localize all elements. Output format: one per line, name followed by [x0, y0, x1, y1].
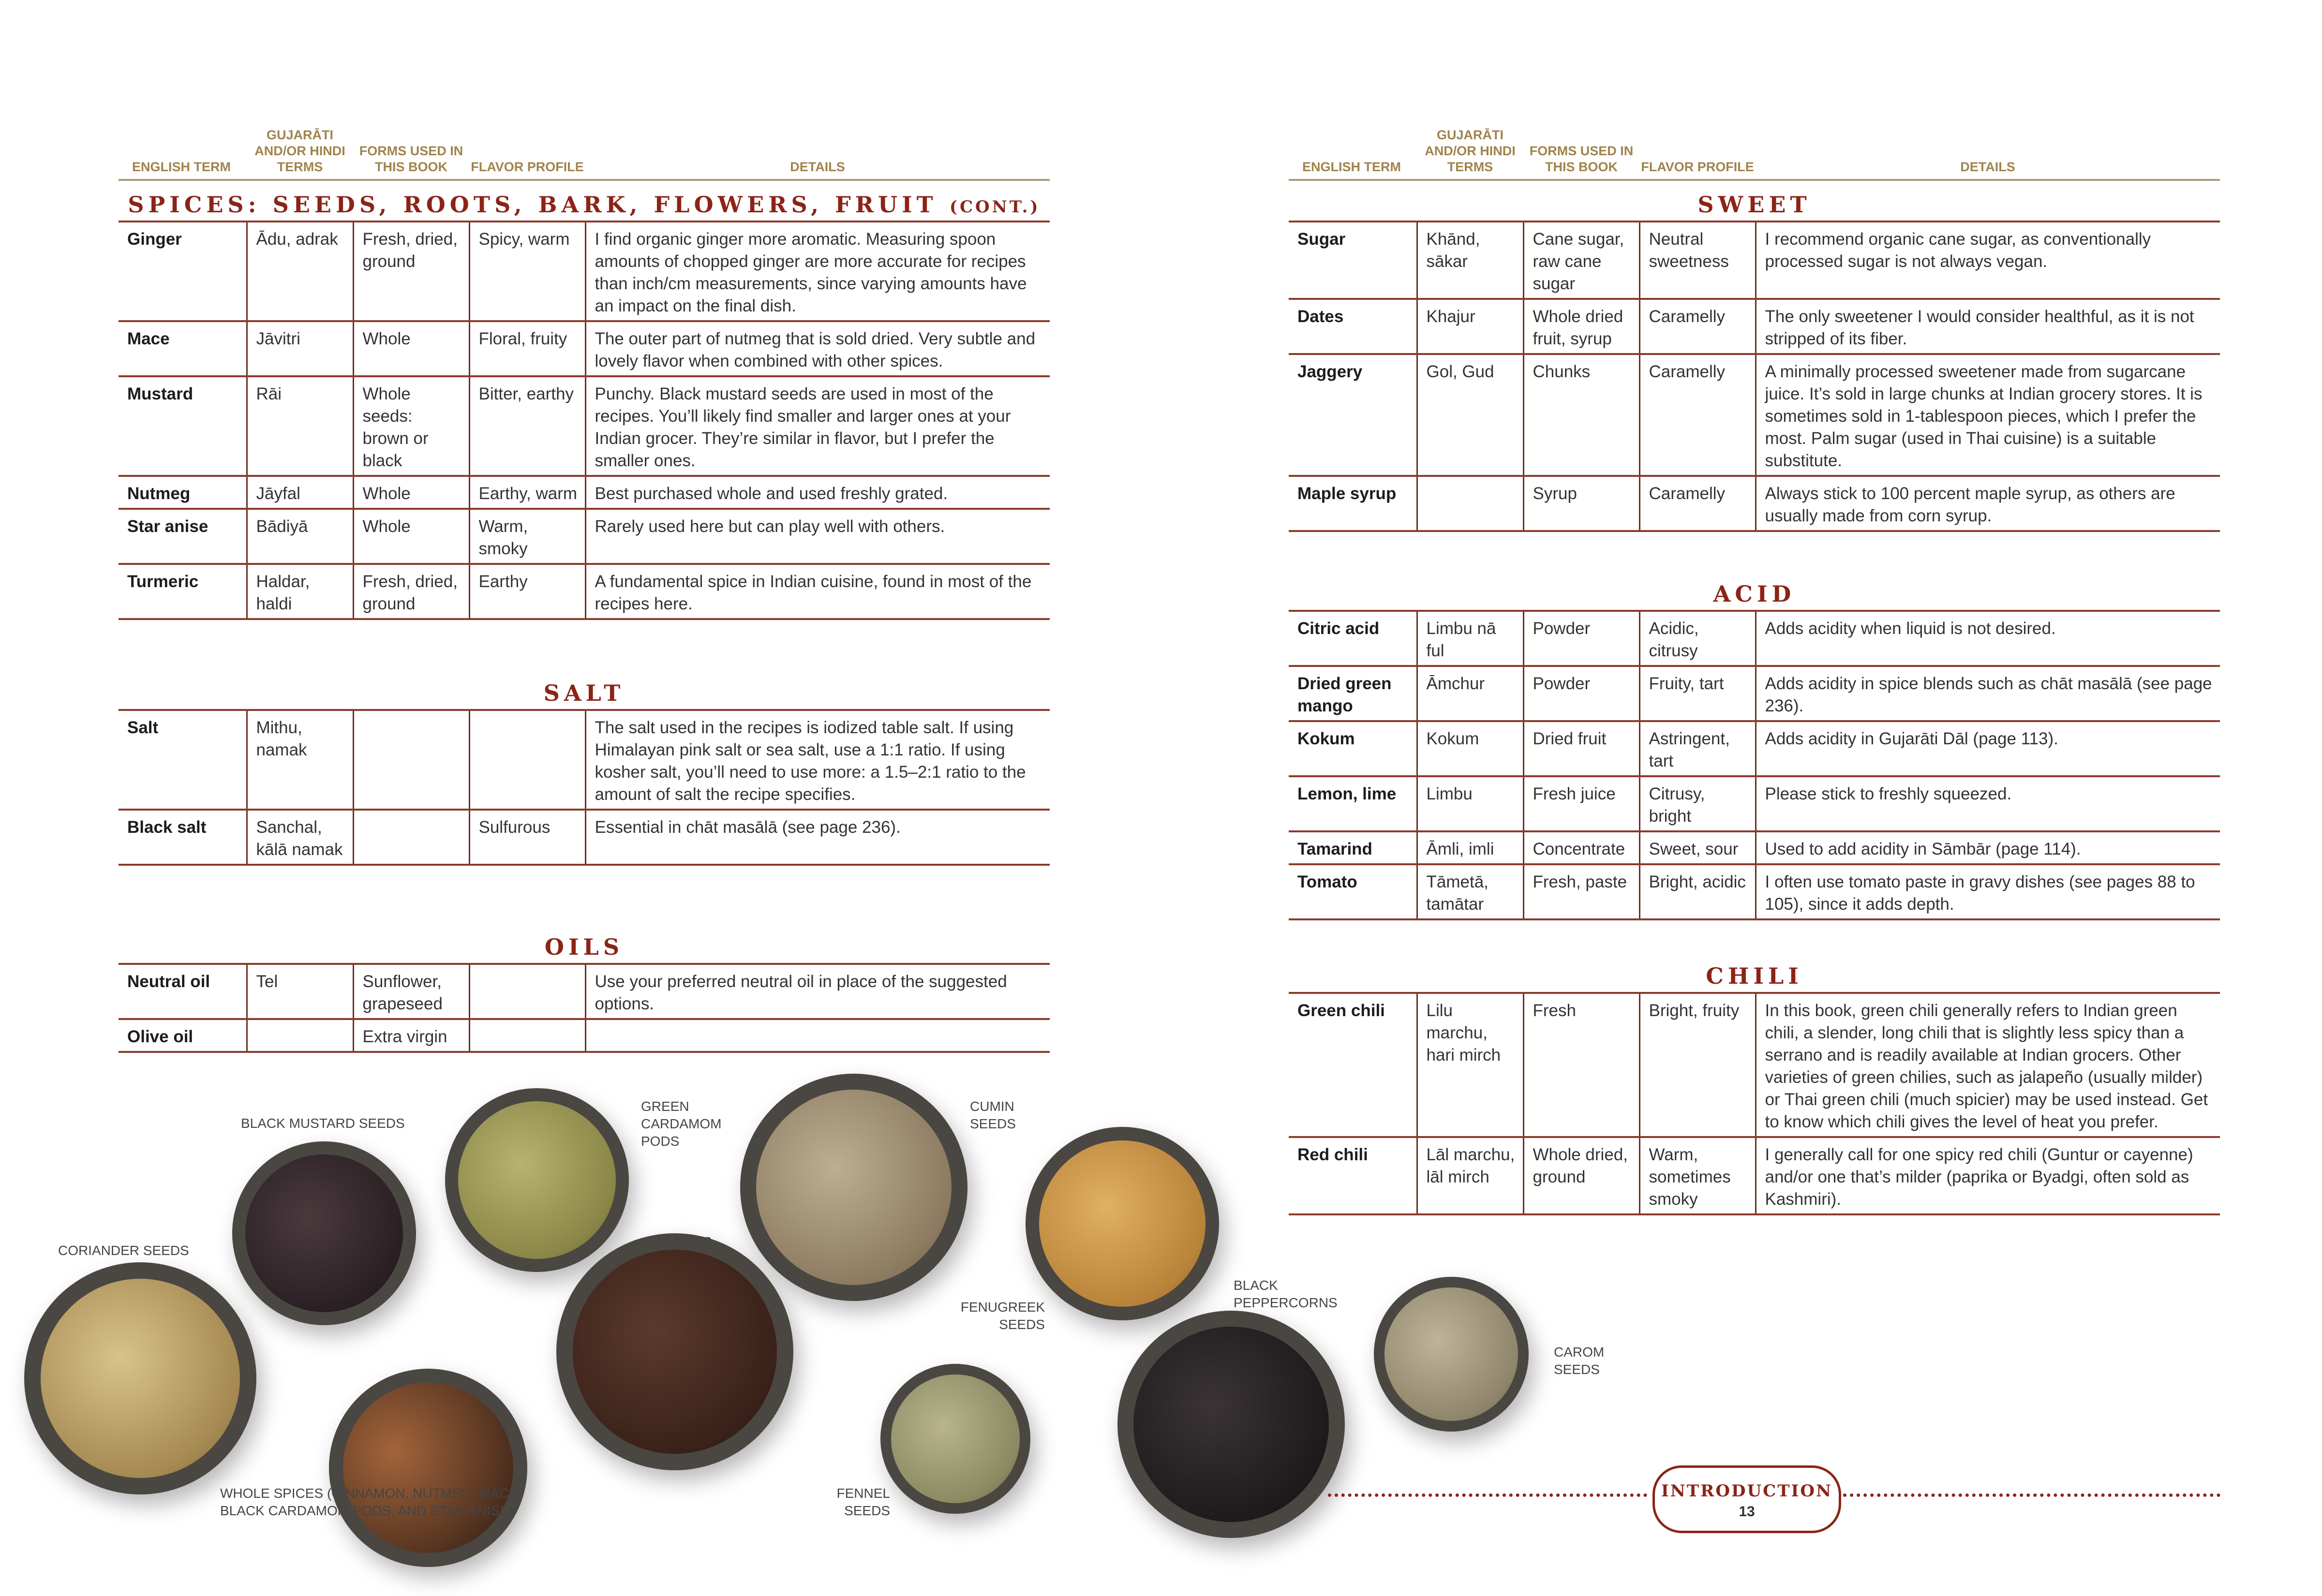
forms-used-cell: Fresh, dried, ground: [353, 222, 469, 321]
flavor-profile-cell: Earthy, warm: [469, 476, 585, 509]
english-term-cell: Turmeric: [119, 564, 247, 619]
gujarati-terms-cell: [247, 1019, 353, 1052]
forms-used-cell: Powder: [1523, 611, 1639, 666]
english-term-cell: Tamarind: [1289, 831, 1417, 864]
green-cardamom-pods-bowl: [445, 1088, 629, 1272]
details-cell: A fundamental spice in Indian cuisine, found in most of the recipes here.: [585, 564, 1050, 619]
english-term-cell: Nutmeg: [119, 476, 247, 509]
details-cell: I often use tomato paste in gravy dishes (see pages 88 to 105), since it adds depth.: [1756, 864, 2220, 919]
table-row: [119, 964, 1050, 1019]
flavor-profile-cell: Bright, fruity: [1639, 993, 1756, 1137]
flavor-profile-cell: Caramelly: [1639, 354, 1756, 476]
gujarati-terms-cell: Mithu, namak: [247, 710, 353, 810]
gujarati-terms-cell: [1417, 476, 1523, 531]
english-term-cell: Lemon, lime: [1289, 776, 1417, 831]
table-row: [119, 509, 1050, 564]
salt-section: [119, 677, 1050, 866]
ingredient-table: [1289, 992, 2220, 1215]
details-cell: The salt used in the recipes is iodized table salt. If using Himalayan pink salt or sea salt, use a 1:1 ratio. If using kosher salt, you’ll need to use more: a 1.5–2:1 ratio to the amount of salt the recipe specifies.: [585, 710, 1050, 810]
label-cloves: CLOVES: [657, 1234, 712, 1249]
table-row: [119, 376, 1050, 476]
header-forms-used: FORMS USED IN THIS BOOK: [359, 144, 463, 174]
details-cell: A minimally processed sweetener made from sugarcane juice. It’s sold in large chunks at Indian grocery stores. It is sometimes sold in 1-tablespoon pieces, which I prefer the most. Palm sugar (used in Thai cuisine) is a suitable substitute.: [1756, 354, 2220, 476]
english-term-cell: Green chili: [1289, 993, 1417, 1137]
oils-section: [119, 931, 1050, 1053]
table-row: [1289, 993, 2220, 1137]
forms-used-cell: Dried fruit: [1523, 721, 1639, 776]
flavor-profile-cell: Warm, sometimes smoky: [1639, 1137, 1756, 1214]
carom-seeds-bowl: [1374, 1277, 1529, 1432]
forms-used-cell: Whole seeds: brown or black: [353, 376, 469, 476]
black-mustard-seeds-bowl: [232, 1141, 416, 1325]
details-cell: Adds acidity in spice blends such as chāt masālā (see page 236).: [1756, 666, 2220, 721]
label-green-cardamom-pods: GREEN CARDAMOM PODS: [641, 1099, 722, 1149]
english-term-cell: Red chili: [1289, 1137, 1417, 1214]
gujarati-terms-cell: Āmchur: [1417, 666, 1523, 721]
table-row: [1289, 222, 2220, 299]
flavor-profile-cell: Bright, acidic: [1639, 864, 1756, 919]
english-term-cell: Tomato: [1289, 864, 1417, 919]
english-term-cell: Citric acid: [1289, 611, 1417, 666]
label-whole-spices: WHOLE SPICES (CINNAMON, NUTMEG, MACE, BLACK CARDAMOM PODS, AND STAR ANISE): [220, 1486, 522, 1518]
coriander-seeds-bowl: [24, 1262, 256, 1494]
details-cell: Used to add acidity in Sāmbār (page 114).: [1756, 831, 2220, 864]
gujarati-terms-cell: Haldar, haldi: [247, 564, 353, 619]
table-row: [119, 321, 1050, 376]
label-carom-seeds: CAROM SEEDS: [1554, 1345, 1605, 1377]
acid-section: [1289, 578, 2220, 920]
flavor-profile-cell: Acidic, citrusy: [1639, 611, 1756, 666]
header-details: DETAILS: [790, 160, 845, 174]
gujarati-terms-cell: Gol, Gud: [1417, 354, 1523, 476]
english-term-cell: Salt: [119, 710, 247, 810]
table-row: [1289, 721, 2220, 776]
details-cell: Adds acidity when liquid is not desired.: [1756, 611, 2220, 666]
forms-used-cell: Extra virgin: [353, 1019, 469, 1052]
details-cell: The only sweetener I would consider healthful, as it is not stripped of its fiber.: [1756, 299, 2220, 354]
flavor-profile-cell: Earthy: [469, 564, 585, 619]
footer-dotted-rule-left: [1328, 1493, 1647, 1497]
ingredient-table: [119, 963, 1050, 1053]
gujarati-terms-cell: Tāmetā, tamātar: [1417, 864, 1523, 919]
table-row: [119, 810, 1050, 865]
forms-used-cell: Whole: [353, 476, 469, 509]
details-cell: I find organic ginger more aromatic. Measuring spoon amounts of chopped ginger are more accurate for recipes than inch/cm measurements, since varying amounts have an impact on the final dish.: [585, 222, 1050, 321]
gujarati-terms-cell: Jāyfal: [247, 476, 353, 509]
gujarati-terms-cell: Lilu marchu, hari mirch: [1417, 993, 1523, 1137]
label-fenugreek-seeds: FENUGREEK SEEDS: [960, 1300, 1045, 1332]
details-cell: Punchy. Black mustard seeds are used in most of the recipes. You’ll likely find smaller and larger ones at your Indian grocer. They’re similar in flavor, but I prefer the smaller ones.: [585, 376, 1050, 476]
table-row: [1289, 666, 2220, 721]
label-coriander-seeds: CORIANDER SEEDS: [58, 1243, 189, 1258]
forms-used-cell: Chunks: [1523, 354, 1639, 476]
table-row: [1289, 864, 2220, 919]
english-term-cell: Neutral oil: [119, 964, 247, 1019]
sweet-section: [1289, 189, 2220, 532]
english-term-cell: Maple syrup: [1289, 476, 1417, 531]
english-term-cell: Black salt: [119, 810, 247, 865]
forms-used-cell: Fresh, dried, ground: [353, 564, 469, 619]
table-row: [119, 1019, 1050, 1052]
section-title: OILS: [544, 934, 624, 960]
forms-used-cell: Sunflower, grapeseed: [353, 964, 469, 1019]
forms-used-cell: Cane sugar, raw cane sugar: [1523, 222, 1639, 299]
table-row: [119, 222, 1050, 321]
details-cell: Always stick to 100 percent maple syrup, as others are usually made from corn syrup.: [1756, 476, 2220, 531]
gujarati-terms-cell: Tel: [247, 964, 353, 1019]
table-row: [119, 710, 1050, 810]
flavor-profile-cell: Caramelly: [1639, 476, 1756, 531]
flavor-profile-cell: Fruity, tart: [1639, 666, 1756, 721]
ingredient-table: [1289, 610, 2220, 920]
forms-used-cell: Whole: [353, 509, 469, 564]
flavor-profile-cell: [469, 964, 585, 1019]
section-title: SPICES: SEEDS, ROOTS, BARK, FLOWERS, FRUIT (CONT.): [128, 192, 1041, 218]
details-cell: Best purchased whole and used freshly grated.: [585, 476, 1050, 509]
table-row: [1289, 476, 2220, 531]
details-cell: Adds acidity in Gujarāti Dāl (page 113).: [1756, 721, 2220, 776]
flavor-profile-cell: Astringent, tart: [1639, 721, 1756, 776]
whole-spices-bowl: [329, 1369, 527, 1567]
footer-dotted-rule-right: [1843, 1493, 2220, 1497]
forms-used-cell: Whole: [353, 321, 469, 376]
header-details: DETAILS: [1960, 160, 2015, 174]
chili-section: [1289, 960, 2220, 1215]
section-title: SALT: [543, 680, 625, 706]
table-row: [119, 476, 1050, 509]
forms-used-cell: [353, 810, 469, 865]
column-header: [119, 116, 1050, 181]
gujarati-terms-cell: Jāvitri: [247, 321, 353, 376]
footer-section-title: INTRODUCTION: [1661, 1481, 1833, 1501]
forms-used-cell: Syrup: [1523, 476, 1639, 531]
gujarati-terms-cell: Sanchal, kālā namak: [247, 810, 353, 865]
ingredient-table: [119, 221, 1050, 620]
cloves-bowl: [556, 1233, 793, 1470]
column-header: [1289, 116, 2220, 181]
details-cell: I generally call for one spicy red chili (Guntur or cayenne) and/or one that’s milder (paprika or Byadgi, often sold as Kashmiri).: [1756, 1137, 2220, 1214]
gujarati-terms-cell: Limbu: [1417, 776, 1523, 831]
english-term-cell: Dates: [1289, 299, 1417, 354]
flavor-profile-cell: [469, 710, 585, 810]
forms-used-cell: Fresh: [1523, 993, 1639, 1137]
header-forms-used: FORMS USED IN THIS BOOK: [1529, 144, 1634, 174]
gujarati-terms-cell: Ādu, adrak: [247, 222, 353, 321]
footer-badge: [1652, 1465, 1841, 1533]
fennel-seeds-bowl: [880, 1364, 1030, 1514]
flavor-profile-cell: Sweet, sour: [1639, 831, 1756, 864]
gujarati-terms-cell: Lāl marchu, lāl mirch: [1417, 1137, 1523, 1214]
flavor-profile-cell: Sulfurous: [469, 810, 585, 865]
table-row: [1289, 354, 2220, 476]
label-cumin-seeds: CUMIN SEEDS: [970, 1099, 1016, 1131]
details-cell: Essential in chāt masālā (see page 236).: [585, 810, 1050, 865]
gujarati-terms-cell: Limbu nā ful: [1417, 611, 1523, 666]
table-row: [1289, 1137, 2220, 1214]
section-title: SWEET: [1697, 192, 1811, 218]
gujarati-terms-cell: Āmli, imli: [1417, 831, 1523, 864]
english-term-cell: Olive oil: [119, 1019, 247, 1052]
flavor-profile-cell: Neutral sweetness: [1639, 222, 1756, 299]
details-cell: Please stick to freshly squeezed.: [1756, 776, 2220, 831]
english-term-cell: Mace: [119, 321, 247, 376]
table-row: [1289, 611, 2220, 666]
gujarati-terms-cell: Rāi: [247, 376, 353, 476]
forms-used-cell: [353, 710, 469, 810]
english-term-cell: Kokum: [1289, 721, 1417, 776]
forms-used-cell: Fresh juice: [1523, 776, 1639, 831]
english-term-cell: Mustard: [119, 376, 247, 476]
header-english-term: ENGLISH TERM: [1302, 160, 1401, 174]
header-flavor-profile: FLAVOR PROFILE: [471, 160, 584, 174]
table-row: [119, 564, 1050, 619]
table-row: [1289, 299, 2220, 354]
details-cell: [585, 1019, 1050, 1052]
label-black-peppercorns: BLACK PEPPERCORNS: [1234, 1278, 1338, 1310]
english-term-cell: Star anise: [119, 509, 247, 564]
flavor-profile-cell: Warm, smoky: [469, 509, 585, 564]
gujarati-terms-cell: Kokum: [1417, 721, 1523, 776]
section-title: CHILI: [1706, 963, 1803, 989]
gujarati-terms-cell: Khānd, sākar: [1417, 222, 1523, 299]
header-flavor-profile: FLAVOR PROFILE: [1641, 160, 1754, 174]
flavor-profile-cell: [469, 1019, 585, 1052]
table-row: [1289, 831, 2220, 864]
forms-used-cell: Powder: [1523, 666, 1639, 721]
details-cell: Rarely used here but can play well with others.: [585, 509, 1050, 564]
section-title: ACID: [1713, 581, 1796, 607]
header-gujarati-terms: GUJARĀTI AND/OR HINDI TERMS: [254, 128, 345, 174]
forms-used-cell: Whole dried, ground: [1523, 1137, 1639, 1214]
spices-section: [119, 189, 1050, 620]
english-term-cell: Sugar: [1289, 222, 1417, 299]
label-fennel-seeds: FENNEL SEEDS: [836, 1486, 890, 1518]
forms-used-cell: Whole dried fruit, syrup: [1523, 299, 1639, 354]
forms-used-cell: Fresh, paste: [1523, 864, 1639, 919]
black-peppercorns-bowl: [1117, 1311, 1345, 1538]
details-cell: Use your preferred neutral oil in place of the suggested options.: [585, 964, 1050, 1019]
english-term-cell: Ginger: [119, 222, 247, 321]
ingredient-table: [119, 709, 1050, 866]
header-gujarati-terms: GUJARĀTI AND/OR HINDI TERMS: [1425, 128, 1516, 174]
cumin-seeds-bowl: [740, 1074, 968, 1301]
forms-used-cell: Concentrate: [1523, 831, 1639, 864]
table-row: [1289, 776, 2220, 831]
page-number: 13: [1739, 1504, 1755, 1520]
gujarati-terms-cell: Bādiyā: [247, 509, 353, 564]
flavor-profile-cell: Citrusy, bright: [1639, 776, 1756, 831]
label-black-mustard-seeds: BLACK MUSTARD SEEDS: [241, 1116, 405, 1131]
gujarati-terms-cell: Khajur: [1417, 299, 1523, 354]
flavor-profile-cell: Spicy, warm: [469, 222, 585, 321]
flavor-profile-cell: Floral, fruity: [469, 321, 585, 376]
english-term-cell: Dried green mango: [1289, 666, 1417, 721]
fenugreek-seeds-bowl: [1026, 1127, 1219, 1320]
flavor-profile-cell: Bitter, earthy: [469, 376, 585, 476]
details-cell: In this book, green chili generally refers to Indian green chili, a slender, long chili that is slightly less spicy than a serrano and is readily available at Indian grocers. Other varieties of green chilies, such as jalapeño (usually milder) or Thai green chili (much spicier) may be used instead. Get to know which chili gives the level of heat you prefer.: [1756, 993, 2220, 1137]
header-english-term: ENGLISH TERM: [132, 160, 231, 174]
details-cell: The outer part of nutmeg that is sold dried. Very subtle and lovely flavor when combined with other spices.: [585, 321, 1050, 376]
flavor-profile-cell: Caramelly: [1639, 299, 1756, 354]
english-term-cell: Jaggery: [1289, 354, 1417, 476]
ingredient-table: [1289, 221, 2220, 532]
details-cell: I recommend organic cane sugar, as conventionally processed sugar is not always vegan.: [1756, 222, 2220, 299]
